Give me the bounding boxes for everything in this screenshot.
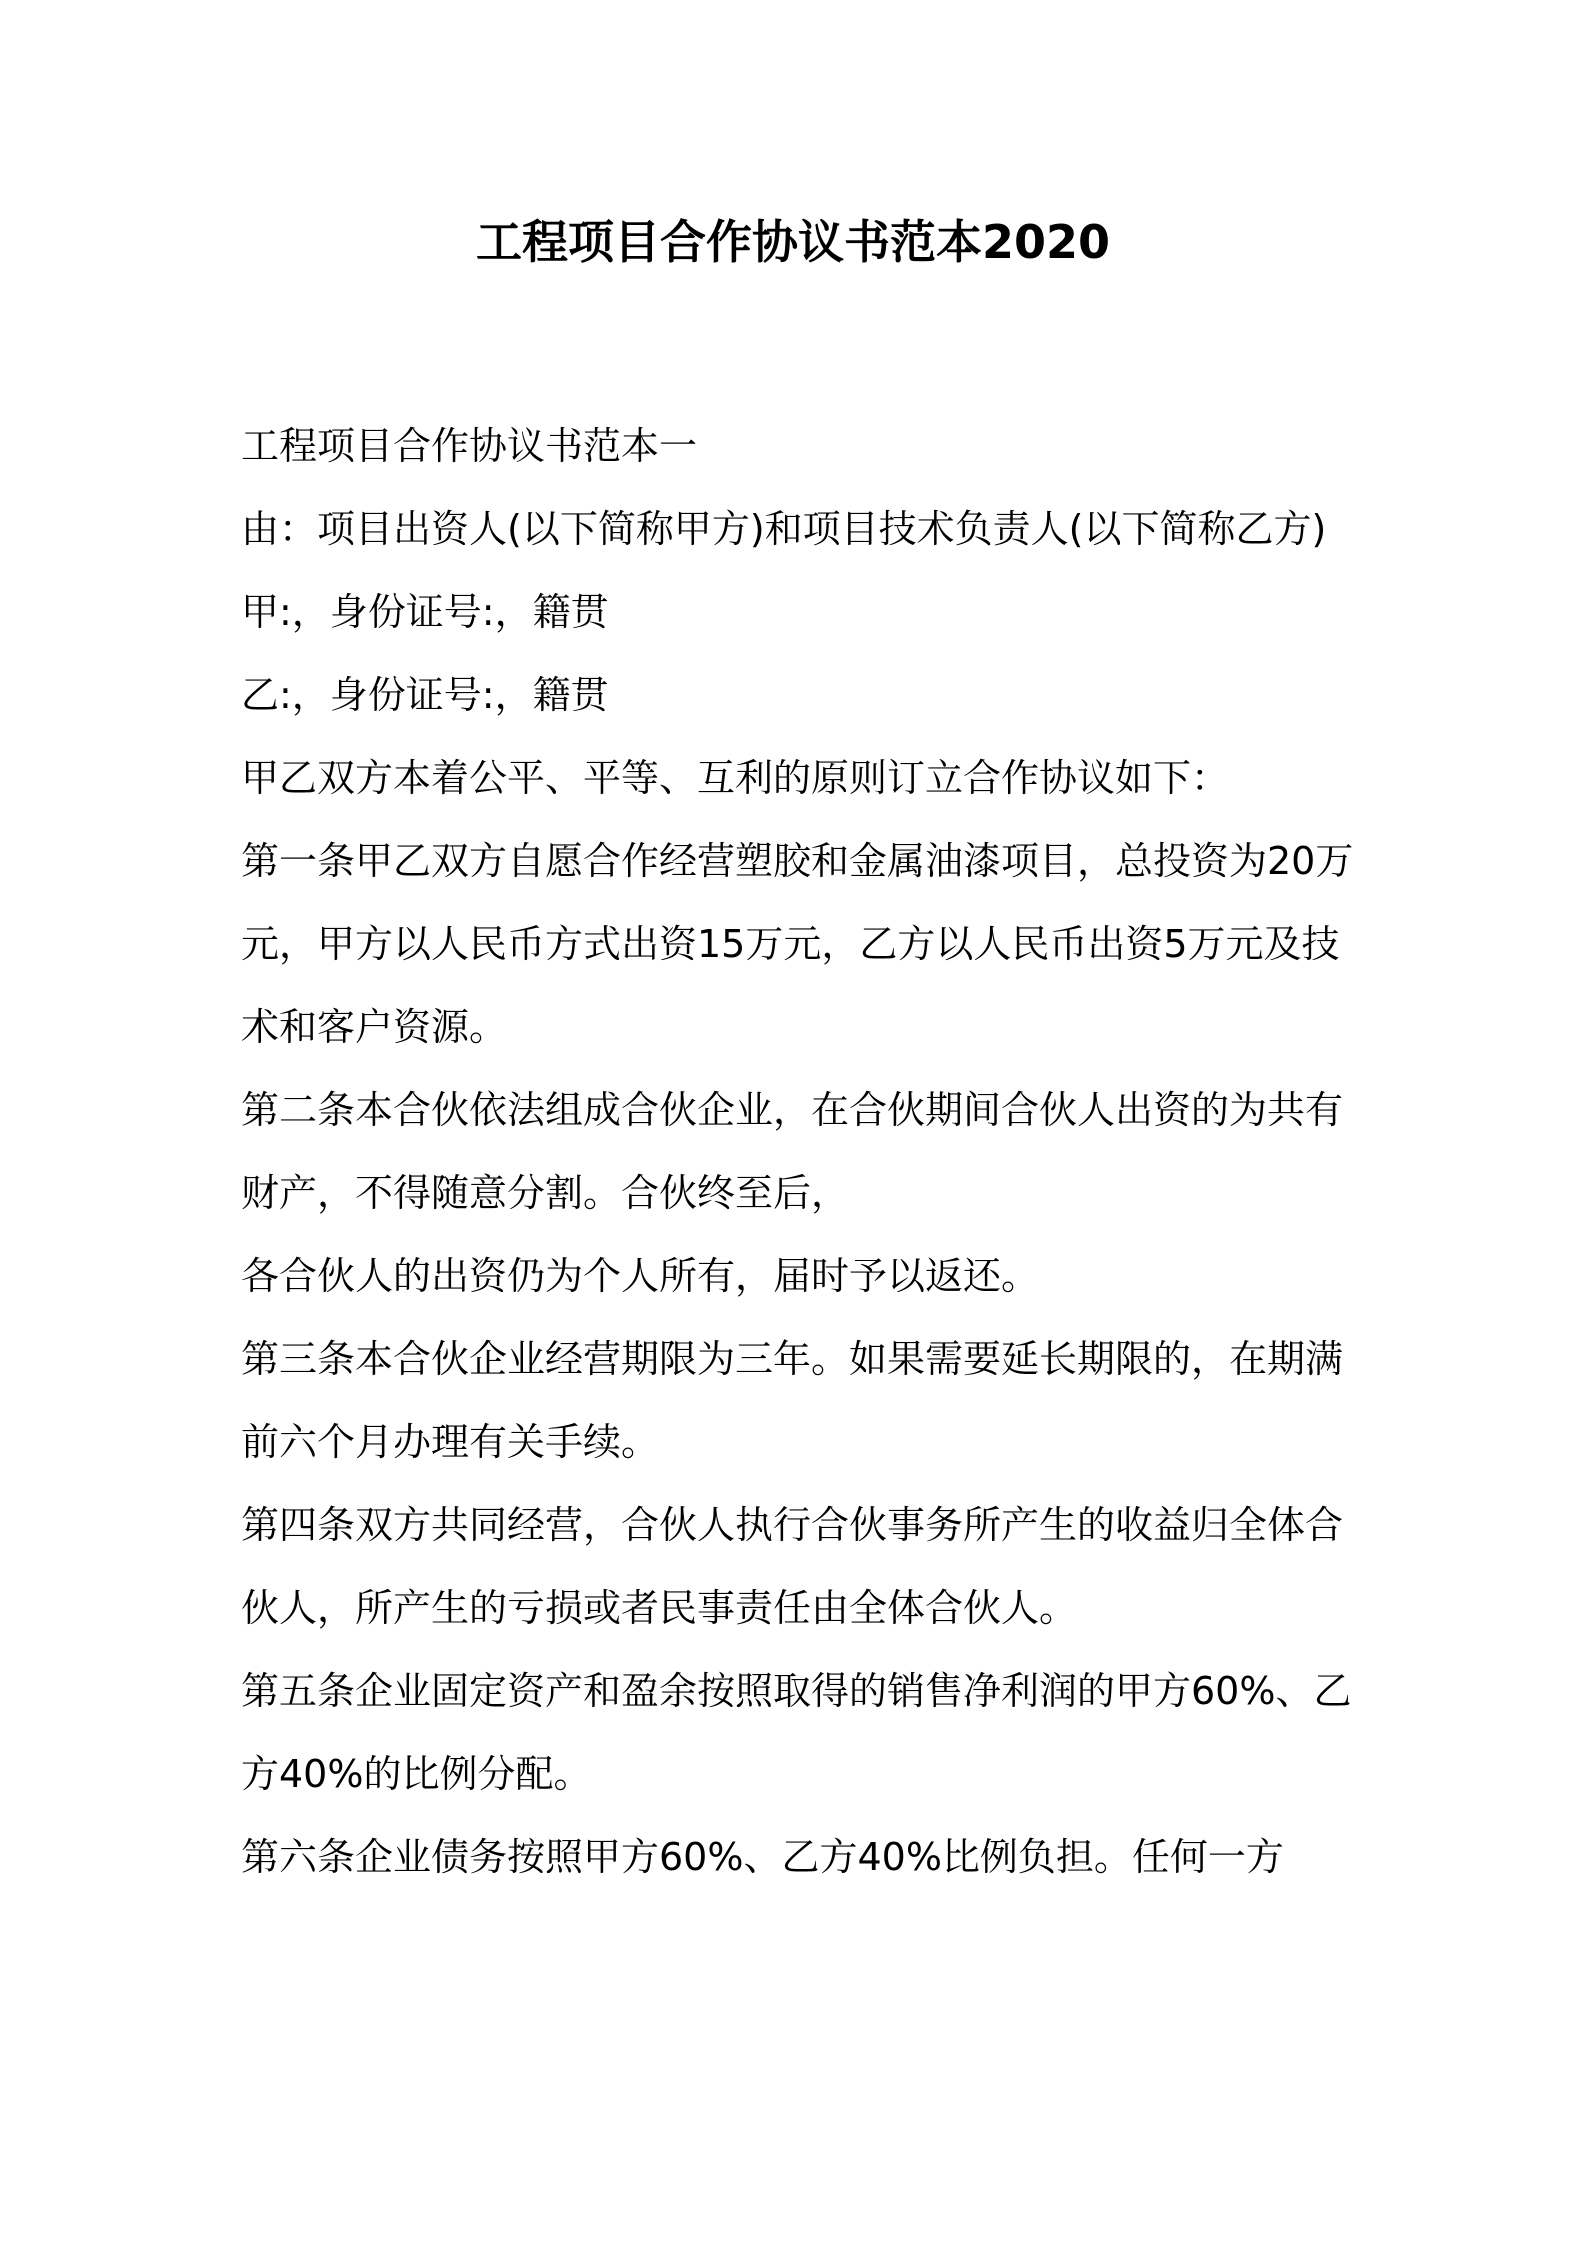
party-a-line: 甲:，身份证号:，籍贯 <box>241 590 609 634</box>
parties-intro-paragraph: 由：项目出资人(以下简称甲方)和项目技术负责人(以下简称乙方) <box>241 507 1327 551</box>
article-2-paragraph: 第二条本合伙依法组成合伙企业，在合伙期间合伙人出资的为共有财产，不得随意分割。合伙终至后， <box>241 1088 1344 1215</box>
article-4-paragraph: 第四条双方共同经营，合伙人执行合伙事务所产生的收益归全体合伙人，所产生的亏损或者民事责任由全体合伙人。 <box>241 1503 1344 1630</box>
document-body <box>241 405 1361 1899</box>
document-title: 工程项目合作协议书范本2020 <box>475 215 1111 269</box>
principle-paragraph: 甲乙双方本着公平、平等、互利的原则订立合作协议如下： <box>241 756 1230 800</box>
section-heading: 工程项目合作协议书范本一 <box>241 424 698 468</box>
party-b-line: 乙:，身份证号:，籍贯 <box>241 673 609 717</box>
article-3-paragraph: 第三条本合伙企业经营期限为三年。如果需要延长期限的，在期满前六个月办理有关手续。 <box>241 1337 1344 1464</box>
article-1-paragraph: 第一条甲乙双方自愿合作经营塑胶和金属油漆项目，总投资为20万元，甲方以人民币方式出资15万元，乙方以人民币出资5万元及技术和客户资源。 <box>241 839 1354 1049</box>
article-6-paragraph: 第六条企业债务按照甲方60%、乙方40%比例负担。任何一方 <box>241 1835 1284 1879</box>
article-5-paragraph: 第五条企业固定资产和盈余按照取得的销售净利润的甲方60%、乙方40%的比例分配。 <box>241 1669 1352 1796</box>
article-2-continuation: 各合伙人的出资仍为个人所有，届时予以返还。 <box>241 1254 1040 1298</box>
